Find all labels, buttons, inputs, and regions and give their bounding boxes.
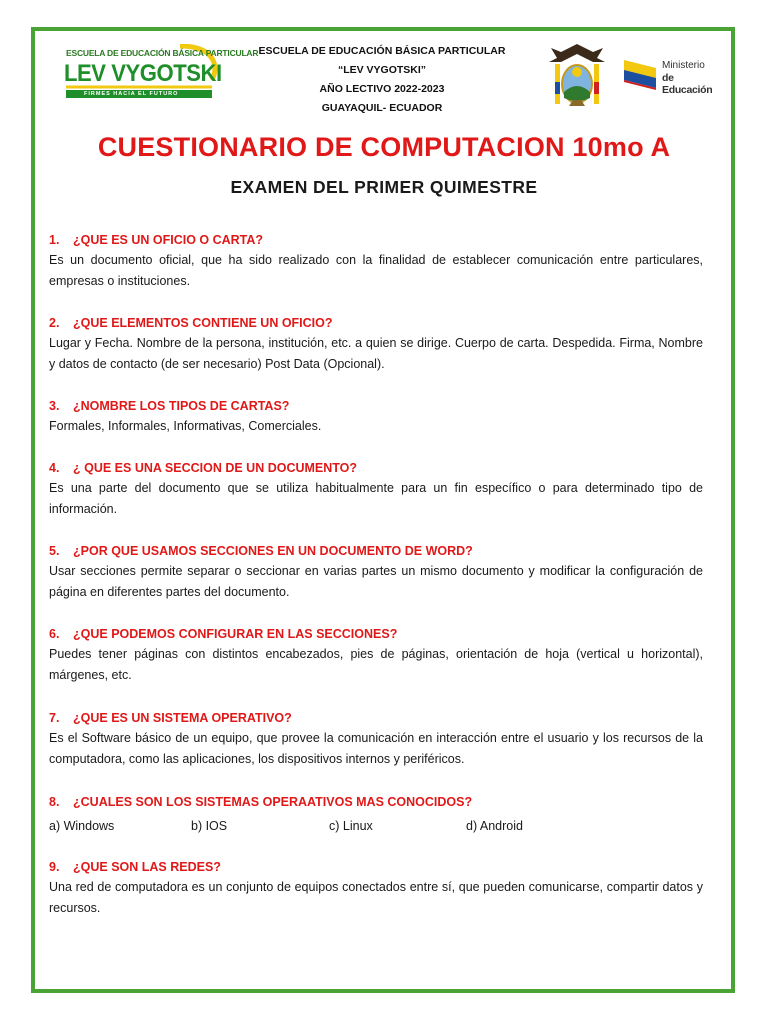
document-header <box>0 38 768 118</box>
logo-motto: FIRMES HACIA EL FUTURO <box>84 91 179 97</box>
question-7 <box>49 708 703 728</box>
question-number: 5. <box>49 544 60 558</box>
ministry-flag-icon <box>622 56 658 90</box>
question-text: ¿POR QUE USAMOS SECCIONES EN UN DOCUMENTO DE WORD? <box>73 544 473 558</box>
answer-3: Formales, Informales, Informativas, Comerciales. <box>49 419 322 433</box>
question-2 <box>49 313 703 333</box>
question-number: 9. <box>49 860 60 874</box>
option-b: b) IOS <box>191 819 228 833</box>
answer-2: Lugar y Fecha. Nombre de la persona, institución, etc. a quien se dirige. Cuerpo de carta. Despedida. Firma, Nombre y datos de contacto (de ser necesario) Post Data (Opcional). <box>49 336 703 371</box>
question-text: ¿NOMBRE LOS TIPOS DE CARTAS? <box>73 399 290 413</box>
coat-of-arms-icon <box>547 42 607 112</box>
answer-6: Puedes tener páginas con distintos encabezados, pies de páginas, orientación de hoja (vertical u horizontal), márgenes, etc. <box>49 647 703 682</box>
question-block-1 <box>49 230 703 292</box>
header-city: GUAYAQUIL- ECUADOR <box>321 102 443 114</box>
question-number: 3. <box>49 399 60 413</box>
logo-school-name: LEV VYGOTSKI <box>64 60 222 87</box>
question-9 <box>49 857 703 877</box>
question-block-2 <box>49 313 703 375</box>
question-3 <box>49 396 703 416</box>
option-c: c) Linux <box>329 819 373 833</box>
header-text <box>232 42 532 118</box>
question-block-6 <box>49 624 703 686</box>
question-1 <box>49 230 703 250</box>
header-school-name: “LEV VYGOTSKI” <box>337 64 427 76</box>
question-number: 6. <box>49 627 60 641</box>
question-6 <box>49 624 703 644</box>
question-block-8 <box>49 792 703 836</box>
question-block-5 <box>49 541 703 603</box>
question-number: 4. <box>49 461 60 475</box>
question-block-9 <box>49 857 703 919</box>
os-options <box>49 816 703 836</box>
question-number: 1. <box>49 233 60 247</box>
document-title: CUESTIONARIO DE COMPUTACION 10mo A <box>97 132 671 162</box>
ministry-line2: de Educación <box>662 72 713 96</box>
question-5 <box>49 541 703 561</box>
question-text: ¿CUALES SON LOS SISTEMAS OPERAATIVOS MAS CONOCIDOS? <box>73 795 473 809</box>
question-text: ¿QUE PODEMOS CONFIGURAR EN LAS SECCIONES? <box>73 627 398 641</box>
answer-1: Es un documento oficial, que ha sido realizado con la finalidad de establecer comunicación entre particulares, empresas o instituciones. <box>49 253 703 288</box>
question-4 <box>49 458 703 478</box>
question-number: 8. <box>49 795 60 809</box>
question-block-3 <box>49 396 703 437</box>
answer-9: Una red de computadora es un conjunto de equipos conectados entre sí, que pueden comunicarse, compartir datos y recursos. <box>49 880 703 915</box>
school-logo <box>62 44 259 106</box>
question-number: 2. <box>49 316 60 330</box>
question-text: ¿QUE ES UN OFICIO O CARTA? <box>73 233 264 247</box>
header-year: AÑO LECTIVO 2022-2023 <box>319 83 445 95</box>
question-text: ¿QUE ELEMENTOS CONTIENE UN OFICIO? <box>73 316 333 330</box>
question-block-7 <box>49 708 703 770</box>
question-8 <box>49 792 703 812</box>
option-d: d) Android <box>466 819 523 833</box>
question-text: ¿QUE ES UN SISTEMA OPERATIVO? <box>73 711 292 725</box>
logo-top-line: ESCUELA DE EDUCACIÓN BÁSICA PARTICULAR <box>66 48 259 58</box>
ministry-line1: Ministerio <box>662 60 705 71</box>
option-a: a) Windows <box>49 819 115 833</box>
ministry-logo <box>622 56 722 96</box>
answer-7: Es el Software básico de un equipo, que provee la comunicación en interacción entre el usuario y los recursos de la computadora, como las aplicaciones, los dispositivos internos y periféricos. <box>49 731 703 766</box>
question-block-4 <box>49 458 703 520</box>
answer-5: Usar secciones permite separar o seccionar en varias partes un mismo documento y modificar la configuración de página en diferentes partes del documento. <box>49 564 703 599</box>
question-text: ¿ QUE ES UNA SECCION DE UN DOCUMENTO? <box>73 461 358 475</box>
question-number: 7. <box>49 711 60 725</box>
header-school-line: ESCUELA DE EDUCACIÓN BÁSICA PARTICULAR <box>258 45 506 57</box>
question-text: ¿QUE SON LAS REDES? <box>73 860 221 874</box>
document-subtitle: EXAMEN DEL PRIMER QUIMESTRE <box>230 177 538 197</box>
answer-4: Es una parte del documento que se utiliza habitualmente para un fin específico o para determinado tipo de información. <box>49 481 703 516</box>
